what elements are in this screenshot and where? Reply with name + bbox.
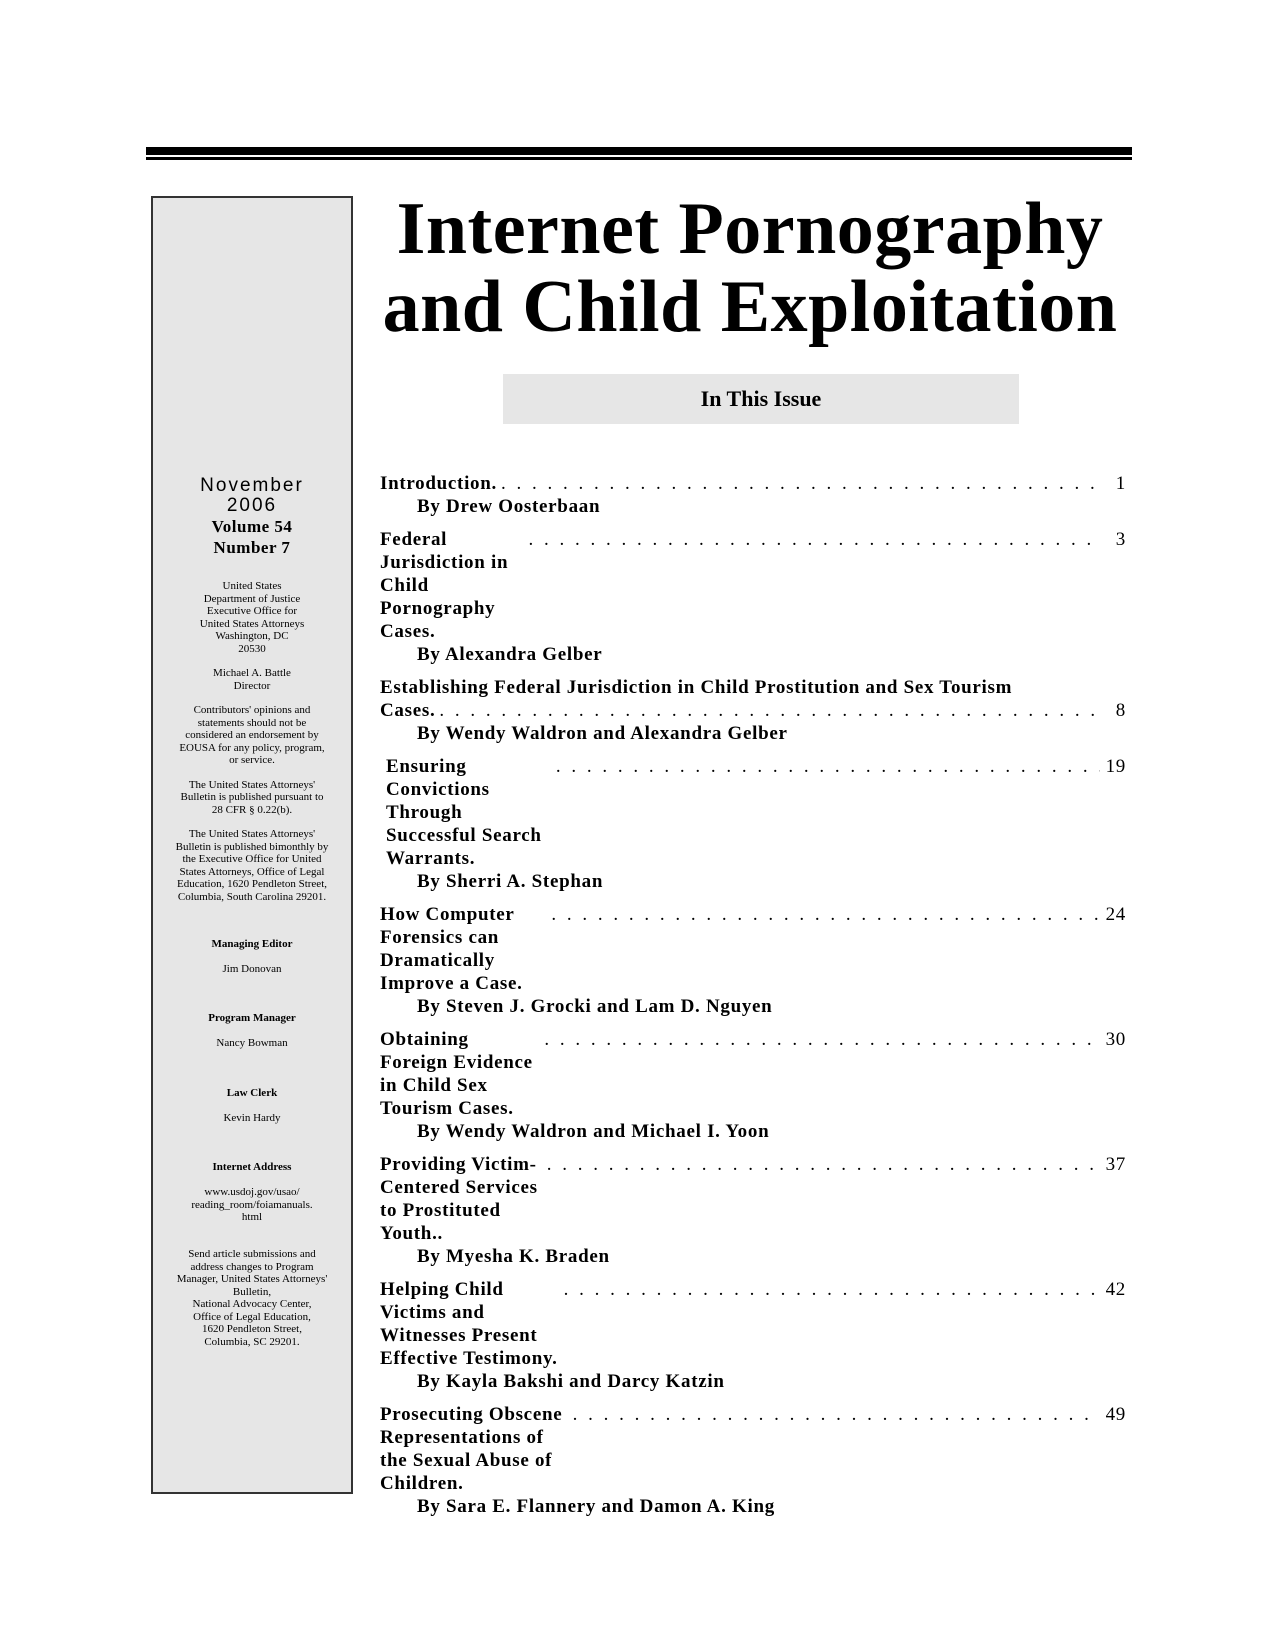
publisher-address: United States Department of Justice Executive Office for United States Attorneys Washington, DC 20530 — [199, 580, 305, 655]
issue-number: Number 7 — [213, 538, 291, 557]
toc-leader-dots — [573, 1403, 1100, 1426]
toc-entry-title: Ensuring Convictions Through Successful Search Warrants. — [386, 756, 542, 869]
toc-entry-title: Federal Jurisdiction in Child Pornography Cases. — [380, 529, 509, 642]
toc-page-number: 49 — [1105, 1404, 1126, 1425]
toc-entry — [380, 528, 1126, 666]
masthead-sidebar — [151, 196, 353, 1494]
toc-entry-author: By Wendy Waldron and Michael I. Yoon — [417, 1121, 770, 1142]
toc-entry-title: Introduction. — [380, 473, 497, 494]
toc-entry-author: By Kayla Bakshi and Darcy Katzin — [417, 1371, 725, 1392]
toc-leader-dots — [439, 699, 1100, 722]
issue-volume: Volume 54 — [211, 517, 293, 536]
toc-leader-dots — [556, 755, 1100, 778]
program-manager — [153, 1000, 351, 1063]
toc-entry-author: By Steven J. Grocki and Lam D. Nguyen — [417, 996, 773, 1017]
internet-address-url: www.usdoj.gov/usao/ reading_room/foiamanuals. html — [191, 1186, 313, 1223]
toc-page-number: 3 — [1115, 529, 1126, 550]
toc-leader-dots — [528, 528, 1100, 551]
toc-entry — [380, 755, 1126, 893]
toc-leader-dots — [544, 1028, 1100, 1051]
internet-address-label: Internet Address — [212, 1161, 292, 1173]
toc-entry-author: By Alexandra Gelber — [417, 644, 603, 665]
in-this-issue-banner: In This Issue — [503, 374, 1019, 424]
program-manager-name: Nancy Bowman — [216, 1037, 288, 1049]
toc-entry-author: By Sherri A. Stephan — [417, 871, 604, 892]
toc-entry-title-line1: Establishing Federal Jurisdiction in Child Prostitution and Sex Tourism — [380, 677, 1013, 698]
toc-entry — [380, 1278, 1126, 1393]
toc-page-number: 42 — [1105, 1279, 1126, 1300]
cfr-notice: The United States Attorneys' Bulletin is published pursuant to 28 CFR § 0.22(b). — [180, 778, 324, 816]
toc-page-number: 24 — [1105, 904, 1126, 925]
toc-page-number: 30 — [1105, 1029, 1126, 1050]
toc-entry-title: Obtaining Foreign Evidence in Child Sex Tourism Cases. — [380, 1029, 533, 1119]
toc-entry-title: Helping Child Victims and Witnesses Present Effective Testimony. — [380, 1279, 558, 1369]
toc-leader-dots — [564, 1278, 1100, 1301]
publication-notice: The United States Attorneys' Bulletin is published bimonthly by the Executive Office for United States Attorneys, Office of Legal Education, 1620 Pendleton Street, Columbia, South Carolina 29201. — [175, 828, 329, 903]
toc-entry-author: By Wendy Waldron and Alexandra Gelber — [417, 723, 788, 744]
toc-entry-title: Providing Victim-Centered Services to Prostituted Youth.. — [380, 1154, 538, 1244]
disclaimer: Contributors' opinions and statements should not be considered an endorsement by EOUSA for any policy, program, or service. — [179, 704, 325, 766]
toc-entry — [380, 676, 1126, 745]
submissions-notice: Send article submissions and address changes to Program Manager, United States Attorneys' Bulletin, National Advocacy Center, Office of Legal Education, 1620 Pendleton Street, Columbia, SC 29201. — [176, 1248, 328, 1348]
toc-entry-title: Prosecuting Obscene Representations of the Sexual Abuse of Children. — [380, 1404, 563, 1494]
table-of-contents — [380, 472, 1126, 1528]
toc-entry — [380, 472, 1126, 518]
managing-editor-name: Jim Donovan — [222, 962, 282, 975]
toc-entry — [380, 1153, 1126, 1268]
issue-year: 2006 — [226, 495, 278, 516]
internet-address — [153, 1149, 351, 1237]
toc-entry-author: By Myesha K. Braden — [417, 1246, 610, 1267]
law-clerk-name: Kevin Hardy — [223, 1111, 281, 1124]
toc-leader-dots — [501, 472, 1100, 495]
issue-month: November — [200, 475, 304, 496]
page-title: Internet Pornography and Child Exploitation — [382, 188, 1118, 348]
toc-entry-author: By Drew Oosterbaan — [417, 496, 601, 517]
managing-editor — [153, 925, 351, 988]
toc-entry — [380, 1403, 1126, 1518]
toc-entry-title: How Computer Forensics can Dramatically Improve a Case. — [380, 904, 523, 994]
toc-entry — [380, 1028, 1126, 1143]
toc-page-number: 37 — [1105, 1154, 1126, 1175]
toc-entry-author: By Sara E. Flannery and Damon A. King — [417, 1496, 775, 1517]
law-clerk — [153, 1074, 351, 1137]
toc-page-number: 1 — [1115, 473, 1126, 494]
program-manager-label: Program Manager — [208, 1012, 296, 1024]
toc-page-number: 19 — [1105, 756, 1126, 777]
header-rule-thick — [146, 147, 1132, 155]
toc-page-number: 8 — [1115, 700, 1126, 721]
managing-editor-label: Managing Editor — [211, 937, 293, 950]
law-clerk-label: Law Clerk — [226, 1086, 278, 1099]
toc-entry-title: Cases. — [380, 700, 436, 721]
toc-entry — [380, 903, 1126, 1018]
toc-leader-dots — [551, 903, 1100, 926]
header-rule-thin — [146, 157, 1132, 160]
director: Michael A. Battle Director — [213, 667, 291, 692]
toc-leader-dots — [547, 1153, 1100, 1176]
